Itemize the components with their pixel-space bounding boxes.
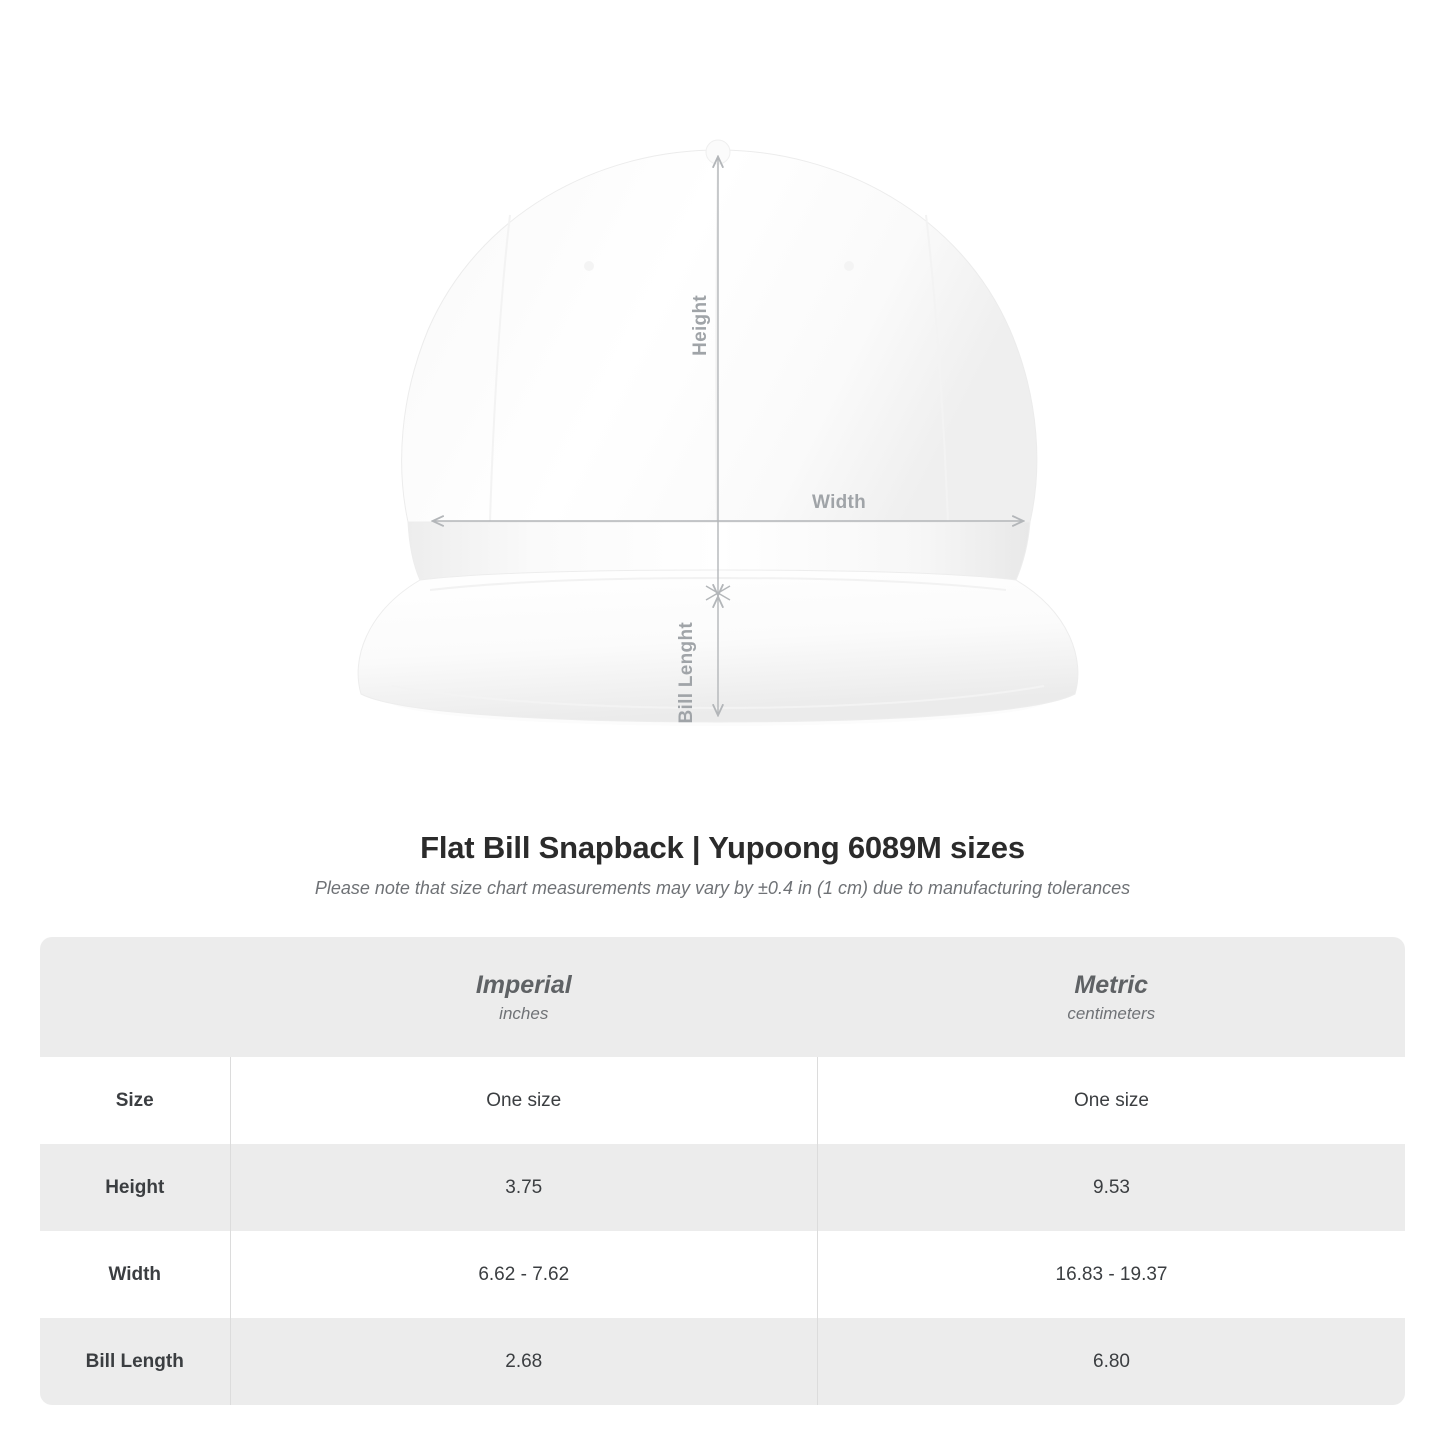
cell-width-metric: 16.83 - 19.37 (818, 1231, 1406, 1318)
row-label-width: Width (108, 1263, 162, 1285)
height-dimension-label: Height (690, 295, 711, 356)
imperial-header-name: Imperial (475, 971, 572, 999)
cell-height-imperial: 3.75 (230, 1144, 818, 1231)
tolerance-note: Please note that size chart measurements may vary by ±0.4 in (1 cm) due to manufacturing tolerances (314, 878, 1131, 898)
table-row (40, 1057, 1405, 1144)
cell-size-metric: One size (818, 1057, 1406, 1144)
imperial-header (230, 937, 818, 1057)
page-title: Flat Bill Snapback | Yupoong 6089M sizes (420, 830, 1025, 865)
row-label-bill-length: Bill Length (40, 1318, 230, 1405)
table-corner-cell (40, 937, 230, 1057)
size-table-body (40, 1057, 1405, 1405)
cell-bill-length-imperial: 2.68 (230, 1318, 818, 1405)
cell-height-metric: 9.53 (818, 1144, 1406, 1231)
metric-header (818, 937, 1406, 1057)
cell-size-imperial: One size (230, 1057, 818, 1144)
metric-header-unit: centimeters (1067, 1004, 1156, 1023)
size-table-wrapper (40, 937, 1405, 1405)
title-block (0, 830, 1445, 899)
table-row (40, 1144, 1405, 1231)
size-table (40, 937, 1405, 1405)
imperial-header-unit: inches (499, 1004, 549, 1023)
table-header-row (40, 937, 1405, 1057)
bill-length-dimension-label (676, 622, 718, 723)
bill-length-label-line1: Bill (676, 692, 697, 724)
row-label-height: Height (40, 1144, 230, 1231)
width-dimension-label: Width (812, 492, 867, 513)
row-label-size: Size (115, 1089, 154, 1111)
table-row (40, 1231, 1405, 1318)
bill-length-label-line2: Lenght (676, 622, 697, 688)
cell-bill-length-metric: 6.80 (818, 1318, 1406, 1405)
cell-width-imperial: 6.62 - 7.62 (230, 1231, 818, 1318)
size-table-head (40, 937, 1405, 1057)
metric-header-name: Metric (1074, 971, 1149, 999)
table-row (40, 1318, 1405, 1405)
